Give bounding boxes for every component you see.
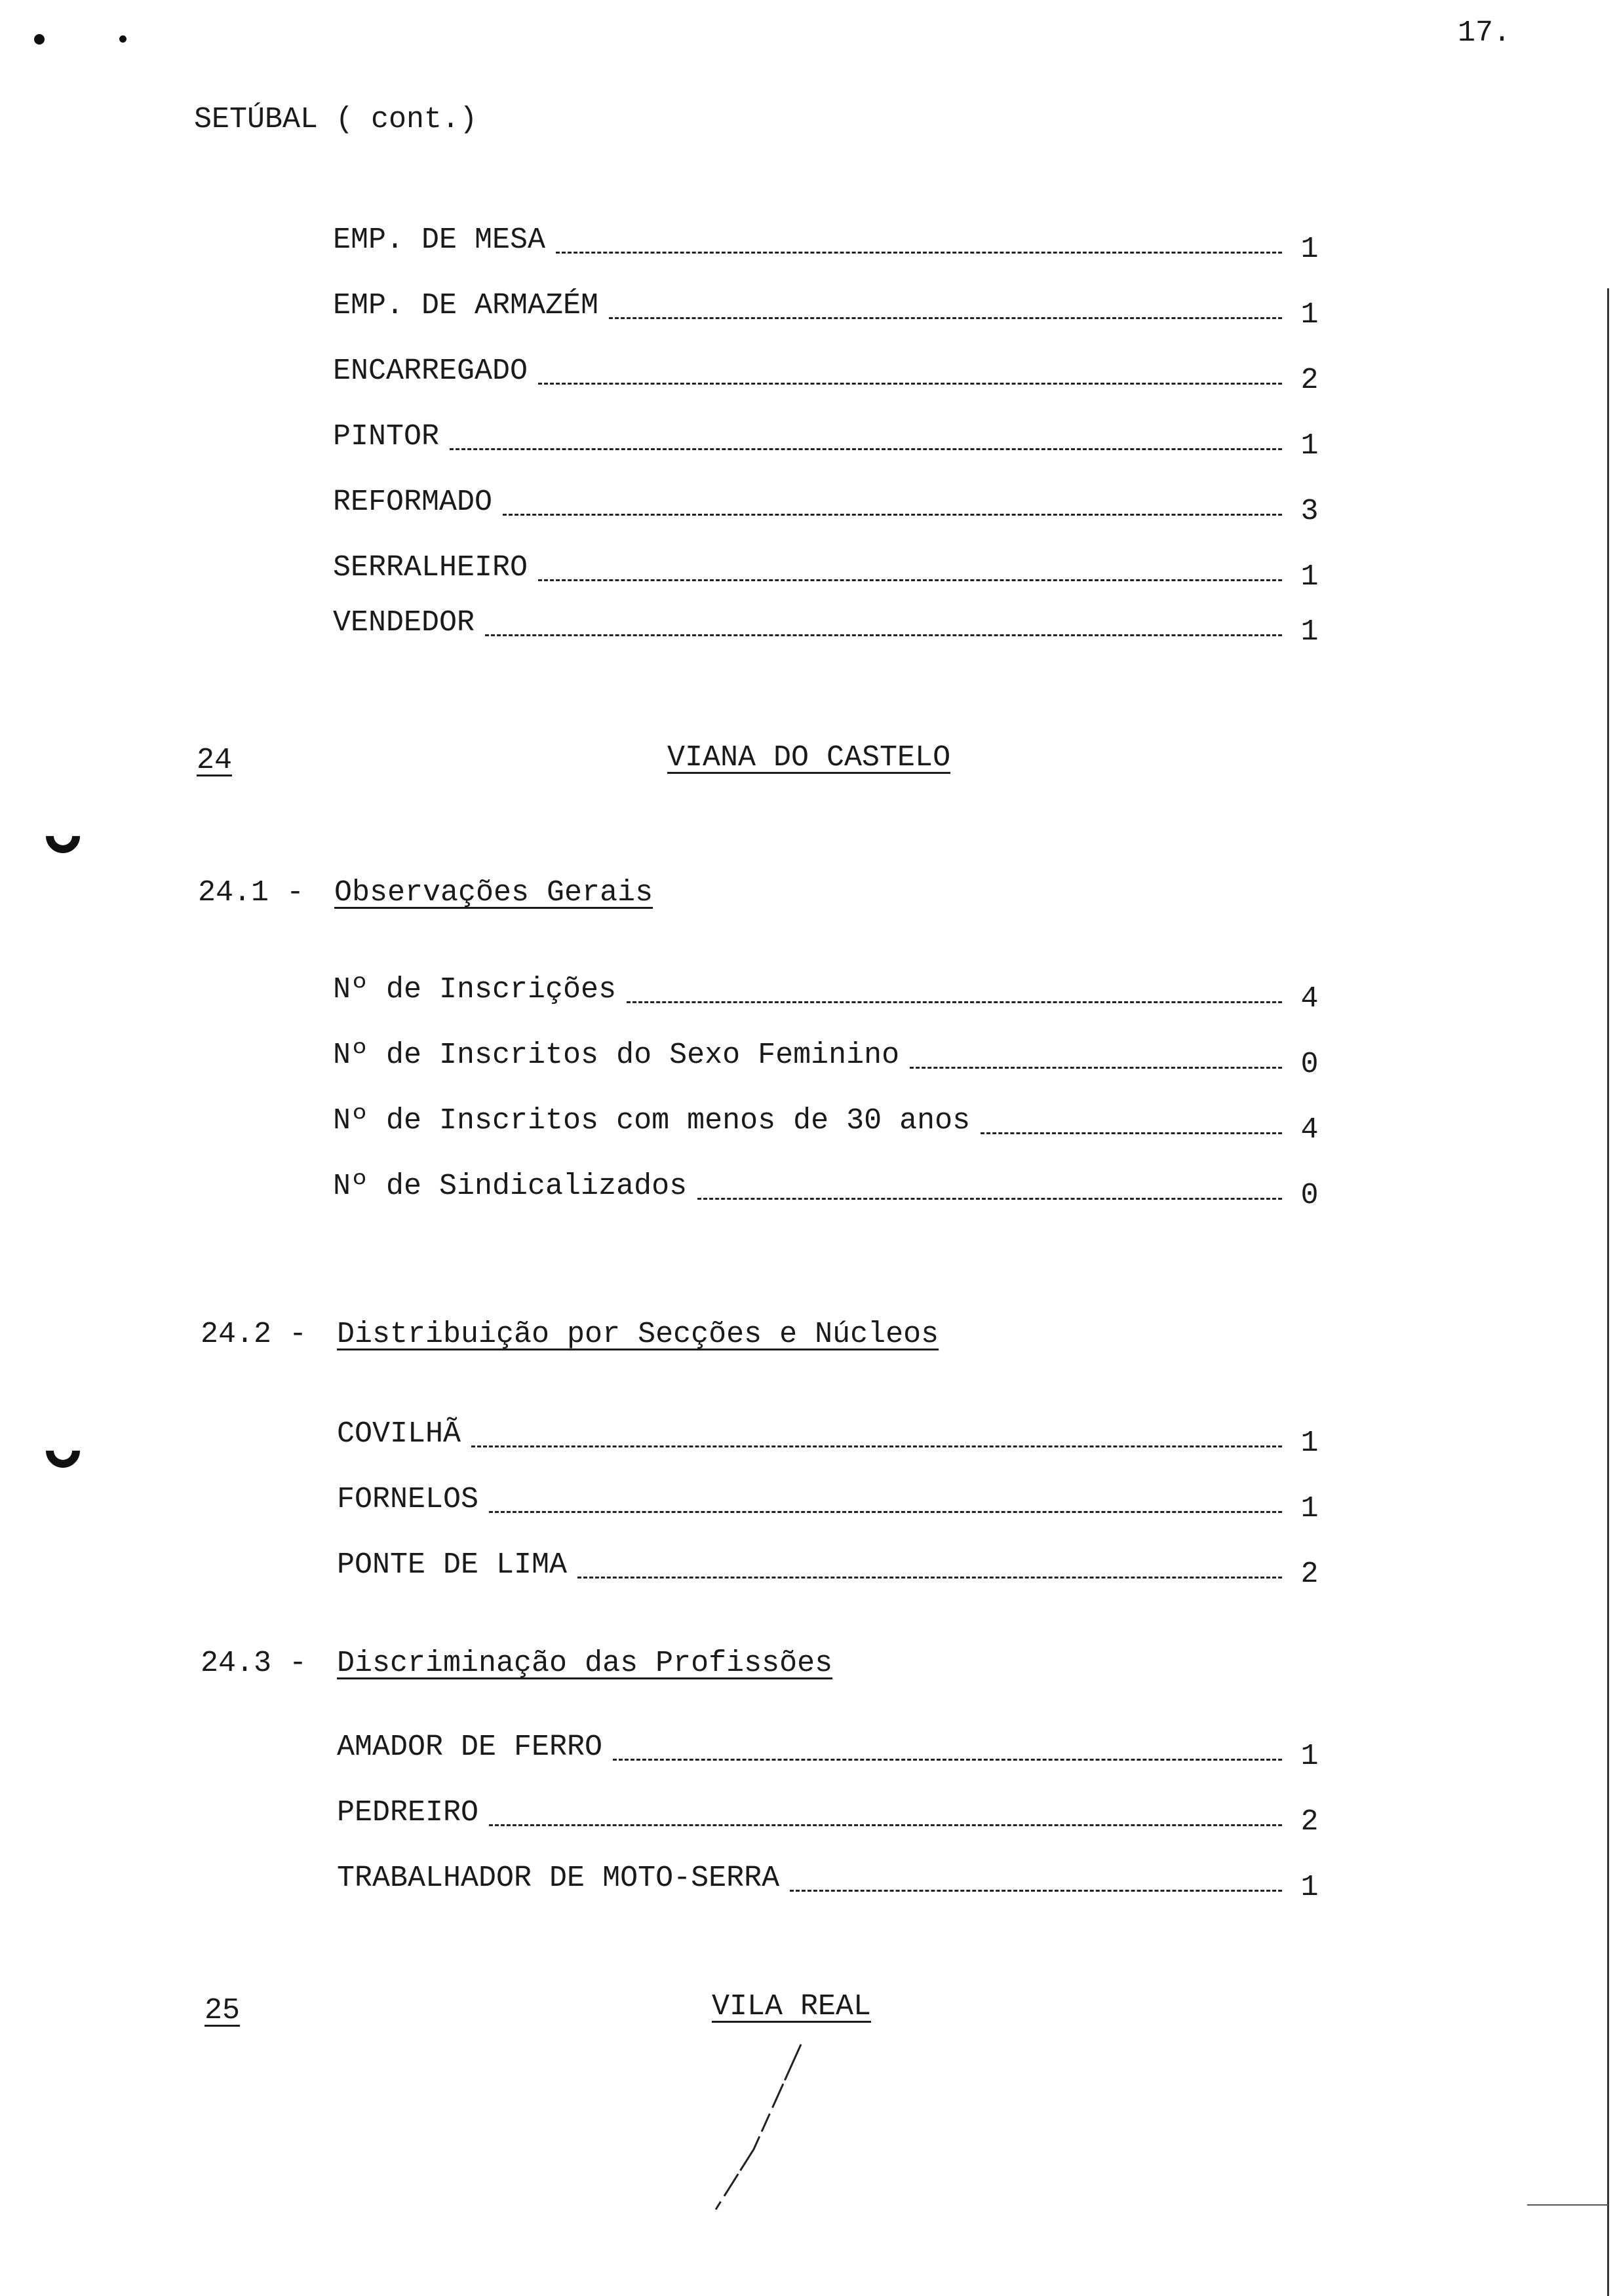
list-item: EMP. DE ARMAZÉM 1: [333, 289, 1319, 332]
list-item: PONTE DE LIMA 2: [337, 1548, 1319, 1591]
list-item: AMADOR DE FERRO 1: [337, 1731, 1319, 1773]
subsection-heading: Distribuição por Secções e Núcleos: [337, 1318, 939, 1351]
subsection-number: 24.3 -: [201, 1647, 307, 1680]
list-item: Nº de Inscrições 4: [333, 973, 1319, 1016]
crescent-mark: [39, 812, 87, 860]
subsection-number: 24.1 -: [198, 876, 305, 909]
list-item: PINTOR 1: [333, 420, 1319, 463]
list-item: Nº de Inscritos do Sexo Feminino 0: [333, 1039, 1319, 1081]
list-item: COVILHÃ 1: [337, 1417, 1319, 1460]
bullet-mark: [119, 35, 126, 43]
pen-stroke-mark: [682, 2038, 813, 2215]
list-item: ENCARREGADO 2: [333, 354, 1319, 397]
list-item: SERRALHEIRO 1: [333, 551, 1319, 594]
page-edge-line: [1607, 288, 1609, 2296]
subsection-heading: Observações Gerais: [334, 876, 653, 909]
section-title: VIANA DO CASTELO: [667, 741, 951, 775]
section-title: VILA REAL: [712, 1990, 872, 2023]
subsection-heading: Discriminação das Profissões: [337, 1647, 833, 1680]
list-item: VENDEDOR 1: [333, 606, 1319, 649]
crescent-mark: [39, 1426, 87, 1475]
list-item: Nº de Sindicalizados 0: [333, 1170, 1319, 1212]
list-item: TRABALHADOR DE MOTO-SERRA 1: [337, 1862, 1319, 1904]
subsection-number: 24.2 -: [201, 1318, 307, 1351]
list-item: Nº de Inscritos com menos de 30 anos 4: [333, 1104, 1319, 1147]
section-number: 25: [204, 1994, 241, 2027]
list-item: PEDREIRO 2: [337, 1796, 1319, 1839]
page-edge-line: [1527, 2204, 1608, 2206]
list-item: REFORMADO 3: [333, 486, 1319, 528]
section-number: 24: [197, 744, 233, 777]
bullet-mark: [34, 34, 45, 45]
list-item: EMP. DE MESA 1: [333, 223, 1319, 266]
section-header: SETÚBAL ( cont.): [194, 103, 478, 136]
list-item: FORNELOS 1: [337, 1483, 1319, 1525]
page-number: 17.: [1458, 16, 1511, 50]
